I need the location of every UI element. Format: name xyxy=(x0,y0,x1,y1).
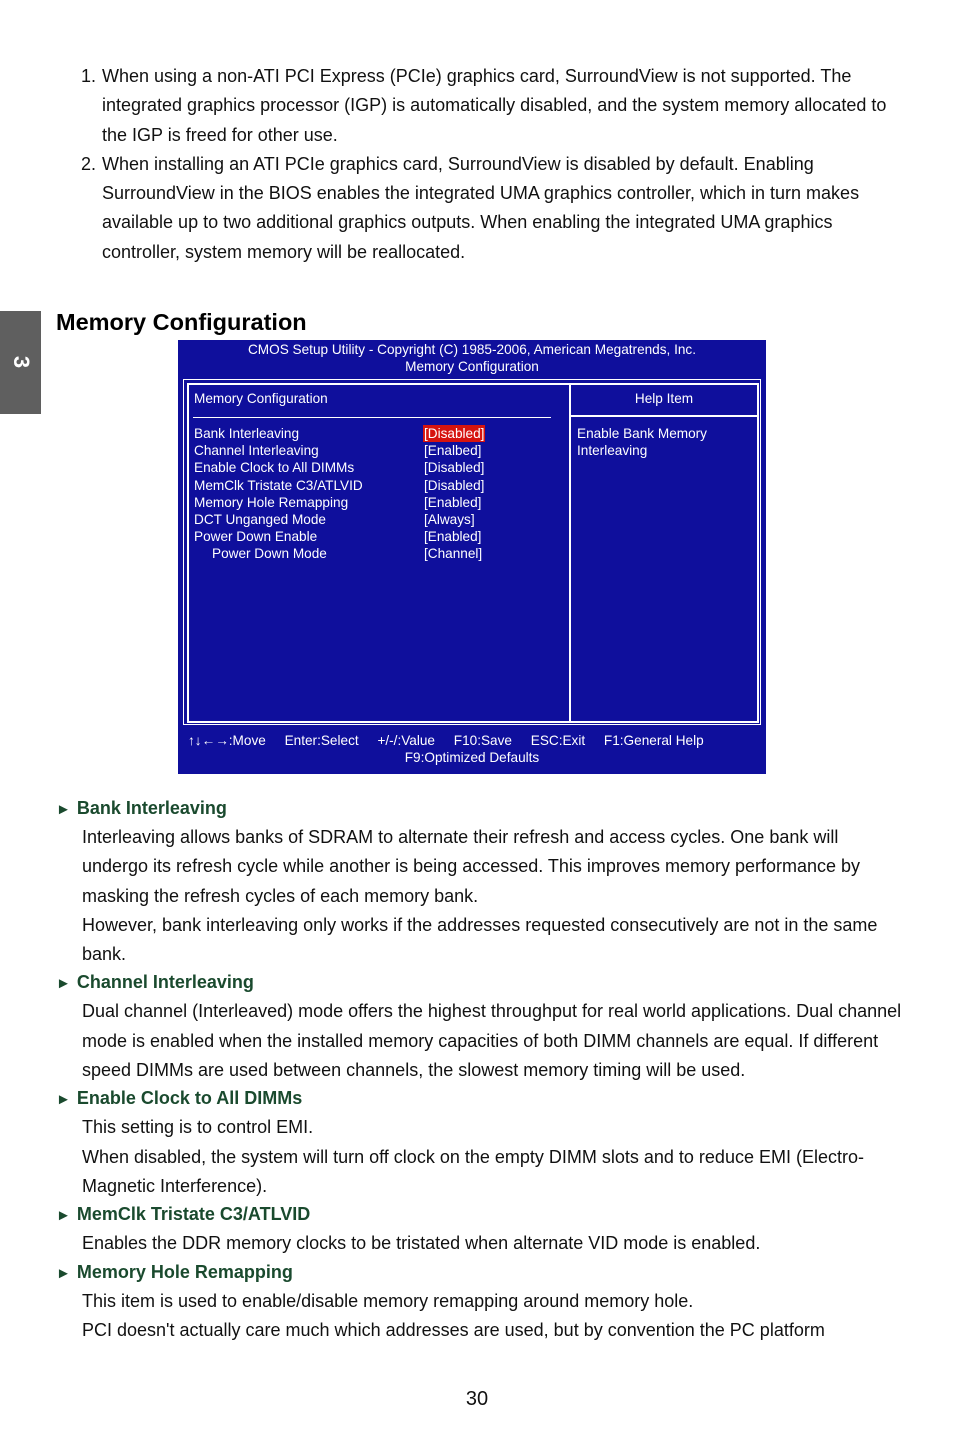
triangle-bullet-icon: ► xyxy=(56,1091,71,1109)
help-text: Enable Bank Memory Interleaving xyxy=(577,426,707,459)
setting-value[interactable]: [Enabled] xyxy=(424,494,482,510)
note-number: 2. xyxy=(81,153,97,174)
triangle-bullet-icon: ► xyxy=(56,1207,71,1225)
item-memory-hole-remapping xyxy=(56,1259,906,1346)
item-heading xyxy=(56,1259,906,1287)
chapter-tab xyxy=(0,311,41,414)
bios-footer xyxy=(178,732,766,766)
item-heading xyxy=(56,795,906,823)
item-paragraph: However, bank interleaving only works if the addresses requested consecutively are not in the same bank. xyxy=(82,914,878,965)
setting-label: Bank Interleaving xyxy=(194,426,300,441)
item-paragraph: Enables the DDR memory clocks to be tristated when alternate VID mode is enabled. xyxy=(82,1233,761,1254)
setting-label: Channel Interleaving xyxy=(194,443,319,459)
chapter-number: 3 xyxy=(9,355,34,369)
item-title: Memory Hole Remapping xyxy=(76,1261,293,1282)
setting-value[interactable]: [Disabled] xyxy=(424,460,485,476)
divider xyxy=(193,417,551,418)
item-title: Enable Clock to All DIMMs xyxy=(76,1088,303,1109)
setting-value[interactable]: [Always] xyxy=(424,511,475,527)
help-pane-title: Help Item xyxy=(634,391,694,406)
bios-settings-list xyxy=(194,425,564,563)
triangle-bullet-icon: ► xyxy=(56,801,71,818)
setting-value[interactable]: [Channel] xyxy=(424,546,483,562)
setting-dct-unganged-mode[interactable] xyxy=(194,511,564,528)
item-bank-interleaving xyxy=(56,795,906,969)
setting-label: DCT Unganged Mode xyxy=(194,511,326,527)
setting-bank-interleaving[interactable] xyxy=(194,425,564,442)
note-text: When installing an ATI PCIe graphics card, SurroundView is disabled by default. Enabling SurroundView in the BIOS enables the integrated UMA graphics controller, which in turn makes available up to two additional graphics outputs. When enabling the integrated UMA graphics controller, system memory will be reallocated. xyxy=(102,153,860,262)
item-memclk-tristate xyxy=(56,1201,906,1258)
setting-label: Power Down Mode xyxy=(212,546,327,562)
setting-label: Memory Hole Remapping xyxy=(194,494,349,510)
key-value-hint: +/-/:Value xyxy=(377,733,435,748)
notes-list xyxy=(81,62,911,267)
setting-channel-interleaving[interactable] xyxy=(194,442,564,459)
setting-enable-clock-all-dimms[interactable] xyxy=(194,459,564,476)
key-save-hint: F10:Save xyxy=(453,733,512,748)
note-2 xyxy=(81,150,911,267)
divider xyxy=(571,415,757,417)
bios-header-copyright: CMOS Setup Utility - Copyright (C) 1985-2006, American Megatrends, Inc. xyxy=(247,342,697,357)
setting-label: Power Down Enable xyxy=(194,529,318,545)
item-heading xyxy=(56,969,906,997)
setting-value[interactable]: [Enalbed] xyxy=(424,443,482,459)
item-title: Channel Interleaving xyxy=(76,972,254,993)
item-paragraph: This setting is to control EMI. xyxy=(82,1117,314,1138)
item-paragraph: Interleaving allows banks of SDRAM to alternate their refresh and access cycles. One bank will undergo its refresh cycle while another is being accessed. This improves memory performance by masking the refresh cycles of each memory bank. xyxy=(82,827,861,906)
setting-label: Enable Clock to All DIMMs xyxy=(194,460,355,476)
setting-value[interactable]: [Disabled] xyxy=(424,477,485,493)
item-paragraph: Dual channel (Interleaved) mode offers the highest throughput for real world applications. Dual channel mode is enabled when the installed memory capacities of both DIMM channels are equal. If different speed DIMMs are used between channels, the slowest memory timing will be used. xyxy=(82,1001,902,1081)
key-select-hint: Enter:Select xyxy=(284,733,359,748)
item-title: Bank Interleaving xyxy=(76,798,227,818)
item-title: MemClk Tristate C3/ATLVID xyxy=(76,1204,311,1225)
setting-value-selected[interactable]: [Disabled] xyxy=(424,426,485,441)
note-text: When using a non-ATI PCI Express (PCIe) graphics card, SurroundView is not supported. The integrated graphics processor (IGP) is automatically disabled, and the system memory allocated to the IGP is freed for other use. xyxy=(102,66,887,145)
setting-memory-hole-remapping[interactable] xyxy=(194,494,564,511)
bios-header xyxy=(178,341,766,375)
bios-pane-title: Memory Configuration xyxy=(194,391,328,406)
divider xyxy=(569,385,571,721)
key-defaults-hint: F9:Optimized Defaults xyxy=(404,750,540,765)
key-help-hint: F1:General Help xyxy=(603,733,704,748)
item-descriptions xyxy=(56,795,906,1345)
bios-frame xyxy=(183,379,761,725)
setting-power-down-mode[interactable] xyxy=(194,545,564,562)
item-heading xyxy=(56,1085,906,1113)
setting-memclk-tristate[interactable] xyxy=(194,477,564,494)
item-channel-interleaving xyxy=(56,969,906,1085)
item-paragraph: PCI doesn't actually care much which addresses are used, but by convention the PC platform xyxy=(82,1319,825,1340)
item-paragraph: When disabled, the system will turn off clock on the empty DIMM slots and to reduce EMI (Electro-Magnetic Interference). xyxy=(82,1146,864,1196)
bios-screenshot xyxy=(178,340,766,774)
item-paragraph: This item is used to enable/disable memory remapping around memory hole. xyxy=(82,1290,694,1311)
bios-header-page: Memory Configuration xyxy=(405,359,539,374)
setting-value[interactable]: [Enabled] xyxy=(424,529,482,545)
triangle-bullet-icon: ► xyxy=(56,1264,71,1282)
item-enable-clock-all-dimms xyxy=(56,1085,906,1201)
note-1 xyxy=(81,62,911,150)
triangle-bullet-icon: ► xyxy=(56,975,71,993)
bios-inner-frame xyxy=(187,383,759,723)
item-heading xyxy=(56,1201,906,1229)
setting-label: MemClk Tristate C3/ATLVID xyxy=(194,477,363,493)
page-number: 30 xyxy=(465,1388,489,1410)
section-title: Memory Configuration xyxy=(56,309,307,335)
key-legend xyxy=(178,732,766,749)
key-move-hint: ↑↓←→:Move xyxy=(188,733,266,748)
key-exit-hint: ESC:Exit xyxy=(530,733,586,748)
setting-power-down-enable[interactable] xyxy=(194,528,564,545)
note-number: 1. xyxy=(81,66,97,86)
